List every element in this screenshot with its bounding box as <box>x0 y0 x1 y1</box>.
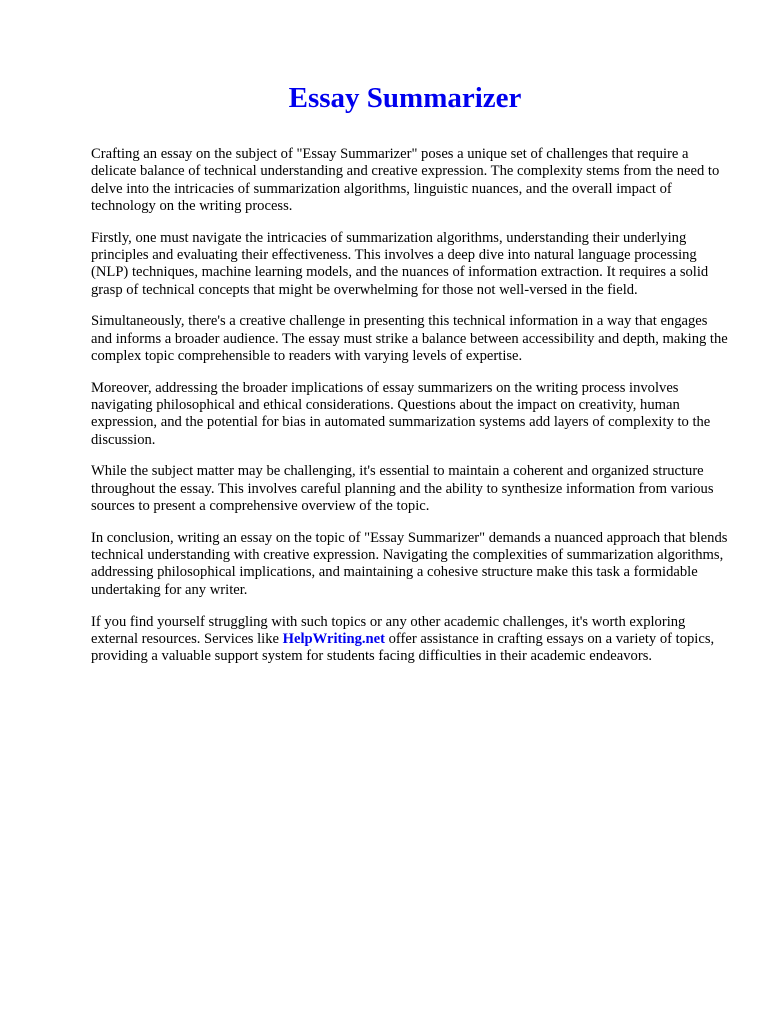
paragraph-implications: Moreover, addressing the broader implications of essay summarizers on the writing process involves navigating philosophical and ethical considerations. Questions about the impact on creativity, human expression, and the potential for bias in automated summarization systems add layers of complexity to the discussion. <box>91 379 711 448</box>
paragraph-creative-challenge: Simultaneously, there's a creative challenge in presenting this technical information in a way that engages and informs a broader audience. The essay must strike a balance between accessibility and depth, making the complex topic comprehensible to readers with varying levels of expertise. <box>91 313 728 364</box>
paragraph-algorithms: Firstly, one must navigate the intricacies of summarization algorithms, understanding their underlying principles and evaluating their effectiveness. This involves a deep dive into natural language processing (NLP) techniques, machine learning models, and the nuances of information extraction. It requires a solid grasp of technical concepts that might be overwhelming for those not well-versed in the field. <box>91 229 709 298</box>
paragraph-resources <box>91 614 731 666</box>
page-title: Essay Summarizer <box>288 82 522 114</box>
paragraph-conclusion: In conclusion, writing an essay on the topic of "Essay Summarizer" demands a nuanced approach that blends technical understanding with creative expression. Navigating the complexities of summarization algorithms, addressing philosophical implications, and maintaining a cohesive structure make this task a formidable undertaking for any writer. <box>91 529 728 598</box>
resources-text-before-link: If you find yourself struggling with such topics or any other academic challenges, it's worth exploring external resources. Services like <box>91 613 686 647</box>
paragraph-intro: Crafting an essay on the subject of "Essay Summarizer" poses a unique set of challenges that require a delicate balance of technical understanding and creative expression. The complexity stems from the need to delve into the intricacies of summarization algorithms, linguistic nuances, and the overall impact of technology on the writing process. <box>91 146 720 214</box>
helpwriting-link[interactable]: HelpWriting.net <box>282 630 385 647</box>
essay-body <box>91 146 731 680</box>
paragraph-structure: While the subject matter may be challenging, it's essential to maintain a coherent and organized structure throughout the essay. This involves careful planning and the ability to synthesize information from various sources to present a comprehensive overview of the topic. <box>91 463 714 515</box>
resources-text-after-link: offer assistance in crafting essays on a variety of topics, providing a valuable support system for students facing difficulties in their academic endeavors. <box>91 630 715 665</box>
